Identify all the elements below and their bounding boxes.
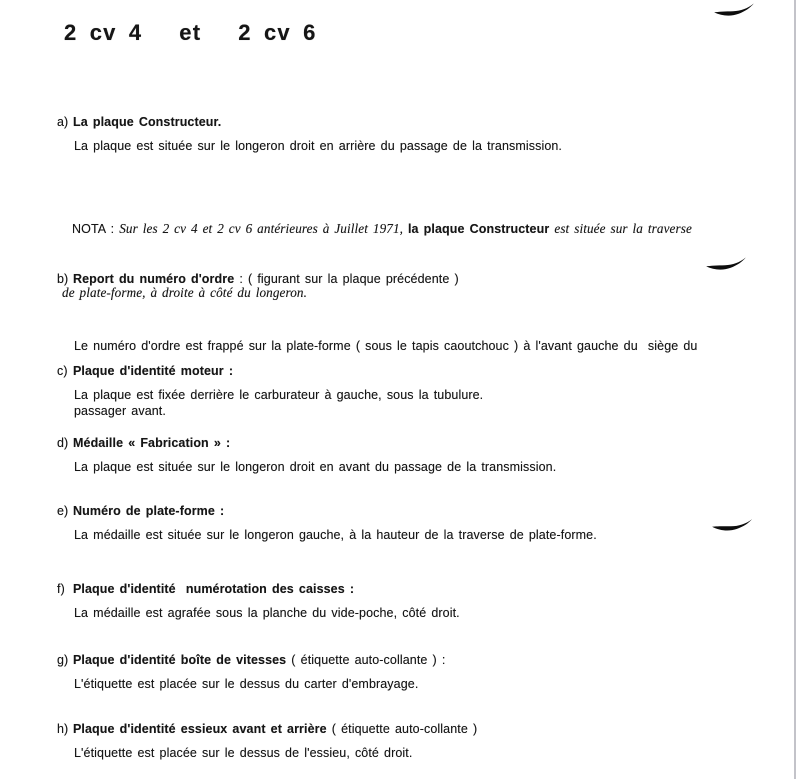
section-heading-row xyxy=(57,114,760,130)
section-heading-row xyxy=(57,652,760,668)
section-heading: La plaque Constructeur. xyxy=(73,115,222,129)
section-a xyxy=(57,114,760,158)
section-letter: b) xyxy=(57,272,69,286)
section-body xyxy=(74,385,760,407)
section-heading-suffix: ( étiquette auto-collante ) : xyxy=(286,653,446,667)
section-letter: f) xyxy=(57,582,65,596)
section-body xyxy=(74,525,760,547)
nota-line2: de plate-forme, à droite à côté du longeron. xyxy=(62,285,308,300)
body-line: La plaque est fixée derrière le carburateur à gauche, sous la tubulure. xyxy=(74,388,484,402)
body-line: L'étiquette est placée sur le dessus de l'essieu, côté droit. xyxy=(74,746,413,760)
section-heading: Numéro de plate-forme : xyxy=(73,504,225,518)
section-letter: a) xyxy=(57,115,69,129)
page-curl-mark-icon xyxy=(711,516,754,534)
body-line: La médaille est agrafée sous la planche du vide-poche, côté droit. xyxy=(74,606,460,620)
section-heading: Report du numéro d'ordre xyxy=(73,272,235,286)
nota-italic-lead: Sur les 2 cv 4 et 2 cv 6 antérieures à Juillet 1971, xyxy=(119,221,408,236)
section-c xyxy=(57,363,760,407)
section-letter: c) xyxy=(57,364,68,378)
body-line: La plaque est située sur le longeron droit en avant du passage de la transmission. xyxy=(74,460,557,474)
nota-line1 xyxy=(72,218,692,240)
scan-edge-line xyxy=(794,0,796,779)
section-heading-row xyxy=(57,503,760,519)
section-body xyxy=(74,603,760,625)
section-body xyxy=(74,136,760,158)
page-title: 2 cv 4 et 2 cv 6 xyxy=(64,20,317,45)
section-heading-row xyxy=(57,581,760,597)
section-body xyxy=(74,743,760,765)
section-heading-row xyxy=(57,721,760,737)
section-heading: Plaque d'identité boîte de vitesses xyxy=(73,653,287,667)
section-heading-row xyxy=(57,435,760,451)
section-d xyxy=(57,435,760,479)
section-heading: Médaille « Fabrication » : xyxy=(73,436,231,450)
section-heading-row xyxy=(57,363,760,379)
section-f xyxy=(57,581,760,625)
body-line: La médaille est située sur le longeron gauche, à la hauteur de la traverse de plate-forme. xyxy=(74,528,597,542)
page-curl-mark-icon xyxy=(713,2,755,19)
body-line: passager avant. xyxy=(74,403,166,418)
body-line: Le numéro d'ordre est frappé sur la plate-forme ( sous le tapis caoutchouc ) à l'avant gauche du siège du xyxy=(74,339,698,353)
section-heading: Plaque d'identité numérotation des caisses : xyxy=(73,582,355,596)
section-h xyxy=(57,721,760,765)
section-heading-row xyxy=(57,271,760,287)
section-heading-suffix: : ( figurant sur la plaque précédente ) xyxy=(234,272,459,286)
section-letter: d) xyxy=(57,436,69,450)
body-line: L'étiquette est placée sur le dessus du carter d'embrayage. xyxy=(74,677,419,691)
section-letter: e) xyxy=(57,504,69,518)
nota-label: NOTA : xyxy=(72,222,120,236)
section-e xyxy=(57,503,760,547)
section-heading-suffix: ( étiquette auto-collante ) xyxy=(326,722,478,736)
section-g xyxy=(57,652,760,696)
nota-italic-tail: est située sur la traverse xyxy=(554,221,692,236)
section-letter: g) xyxy=(57,653,69,667)
body-line: La plaque est située sur le longeron droit en arrière du passage de la transmission. xyxy=(74,139,563,153)
section-body xyxy=(74,457,760,479)
section-heading: Plaque d'identité essieux avant et arrière xyxy=(73,722,327,736)
section-body xyxy=(74,674,760,696)
nota-bold: la plaque Constructeur xyxy=(407,222,555,236)
section-letter: h) xyxy=(57,722,69,736)
page-curl-mark-icon xyxy=(705,256,747,273)
section-heading: Plaque d'identité moteur : xyxy=(73,364,234,378)
